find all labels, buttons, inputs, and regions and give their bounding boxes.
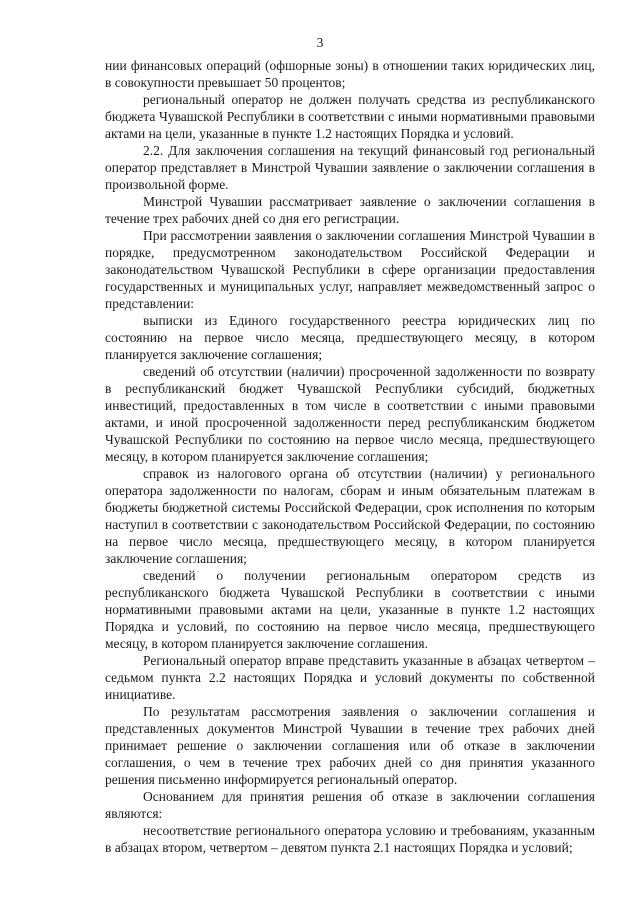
paragraph-nonconformity: несоответствие регионального оператора условию и требованиям, указанным в абзацах втором, четвертом – девятом пункта 2.1 настоящих Порядка и условий; — [105, 823, 595, 855]
document-body — [105, 57, 595, 856]
paragraph-tax-certificates: справок из налогового органа об отсутствии (наличии) у регионального оператора задолженности по налогам, сборам и иным обязательным платежам в бюджеты бюджетной системы Российской Федерации, срок исполнения по которым наступил в соответствии с законодательством Российской Федерации, по состоянию на первое число месяца, предшествующего месяцу, в котором планируется заключение соглашения; — [105, 466, 595, 566]
paragraph-offshore-continuation: нии финансовых операций (офшорные зоны) в отношении таких юридических лиц, в совокупности превышает 50 процентов; — [105, 58, 595, 90]
paragraph-2-2-application: 2.2. Для заключения соглашения на текущий финансовый год региональный оператор представляет в Минстрой Чувашии заявление о заключении соглашения в произвольной форме. — [105, 143, 595, 192]
paragraph-interagency-request: При рассмотрении заявления о заключении соглашения Минстрой Чувашии в порядке, предусмотренном законодательством Российской Федерации и законодательством Чувашской Республики в сфере организации предоставления государственных и муниципальных услуг, направляет межведомственный запрос о представлении: — [105, 228, 595, 311]
paragraph-overdue-debt-info: сведений об отсутствии (наличии) просроченной задолженности по возврату в республиканский бюджет Чувашской Республики субсидий, бюджетных инвестиций, предоставленных в том числе в соответствии с иными правовыми актами, и иной просроченной задолженности перед республиканским бюджетом Чувашской Республики по состоянию на первое число месяца, предшествующего месяцу, в котором планируется заключение соглашения; — [105, 364, 595, 464]
paragraph-funds-received-info: сведений о получении региональным оператором средств из республиканского бюджета Чувашской Республики в соответствии с иными нормативными правовыми актами на цели, указанные в пункте 1.2 настоящих Порядка и условий, по состоянию на первое число месяца, предшествующего месяцу, в котором планируется заключение соглашения. — [105, 568, 595, 651]
paragraph-refusal-grounds: Основанием для принятия решения об отказе в заключении соглашения являются: — [105, 789, 595, 821]
paragraph-review-period: Минстрой Чувашии рассматривает заявление о заключении соглашения в течение трех рабочих дней со дня его регистрации. — [105, 194, 595, 226]
paragraph-egrul-extract: выписки из Единого государственного реестра юридических лиц по состоянию на первое число месяца, предшествующего месяцу, в котором планируется заключение соглашения; — [105, 313, 595, 362]
page-number: 3 — [316, 35, 324, 50]
paragraph-no-other-funds: региональный оператор не должен получать средства из республиканского бюджета Чувашской Республики в соответствии с иными нормативными правовыми актами на цели, указанные в пункте 1.2 настоящих Порядка и условий. — [105, 92, 595, 141]
paragraph-review-results: По результатам рассмотрения заявления о заключении соглашения и представленных документов Минстрой Чувашии в течение трех рабочих дней принимает решение о заключении соглашения или об отказе в заключении соглашения, о чем в течение трех рабочих дней со дня принятия указанного решения письменно информируется региональный оператор. — [105, 704, 595, 787]
paragraph-own-initiative: Региональный оператор вправе представить указанные в абзацах четвертом – седьмом пункта 2.2 настоящих Порядка и условий документы по собственной инициативе. — [105, 653, 595, 702]
